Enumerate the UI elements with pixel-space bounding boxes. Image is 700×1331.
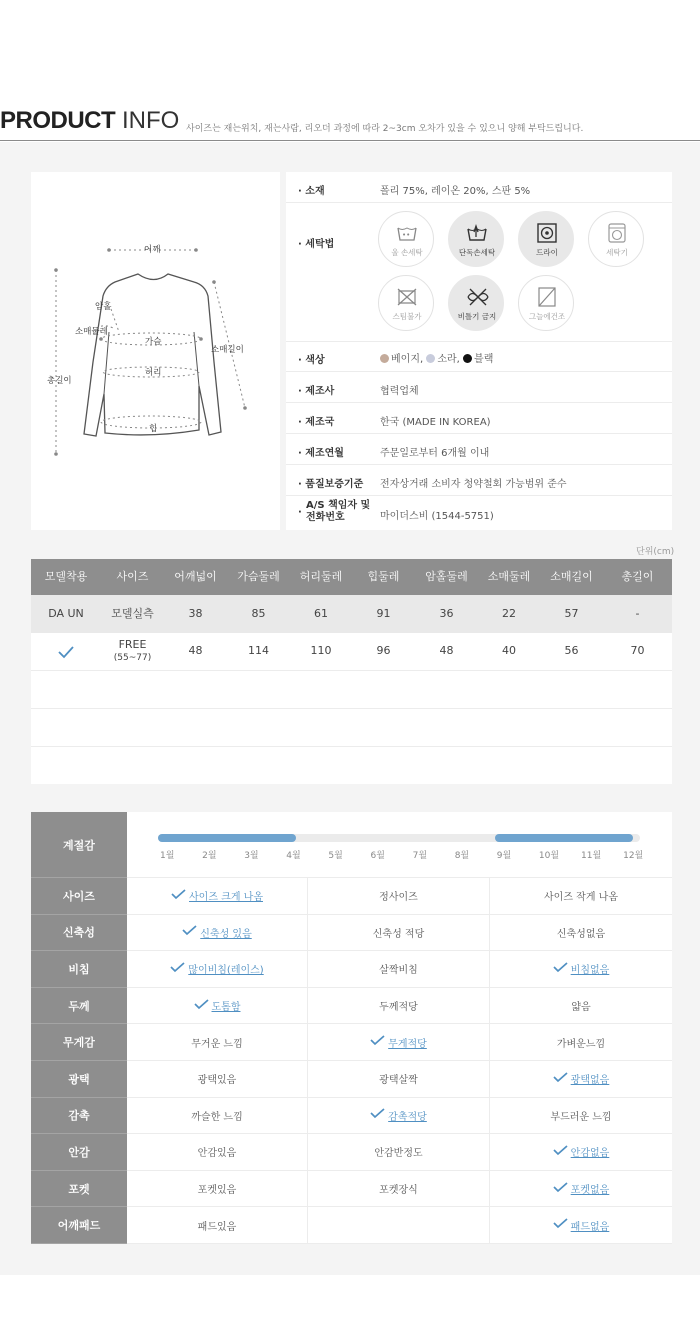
check-icon [31,633,101,670]
fit-option: 광택있음 [127,1061,308,1097]
wash-shade-dry-label: 그늘에건조 [528,312,566,321]
fit-row [127,1098,672,1135]
svg-text:••: •• [402,231,411,239]
hand-wash-icon [396,223,418,243]
size-model-cell: 61 [314,606,328,620]
size-free-value: 48 [439,644,454,658]
check-icon [182,925,197,939]
fit-label: 무게감 [31,1024,127,1061]
check-icon [553,1145,568,1159]
season-month: 9월 [496,851,512,861]
fit-option: 감촉적당 [308,1098,490,1134]
fit-option: 가벼운느낌 [556,1038,606,1050]
fit-label: 신축성 [31,915,127,952]
color-name: 블랙 [474,354,494,365]
size-free-cell: FREE (55~77) [113,638,152,664]
check-icon [171,889,186,903]
info-row-as [286,496,672,530]
size-table-empty-row [31,709,672,747]
check-icon [553,1218,568,1232]
color-name: 베이지, [391,354,427,365]
wash-no-steam [378,275,434,331]
size-notice: 사이즈는 재는위치, 재는사람, 리오더 과정에 따라 2~3cm 오차가 있을 수 있으니 양해 부탁드립니다. [186,124,584,134]
fit-row [127,1024,672,1061]
fit-table [31,812,672,1244]
size-header-cell: 총길이 [621,569,654,583]
size-header-cell: 힙둘레 [367,569,400,583]
wash-hand-separate-label: 단독손세탁 [458,248,496,257]
size-model-cell: 38 [188,606,203,620]
maker-value: 협력업체 [380,386,419,397]
size-header-cell: 사이즈 [116,569,149,583]
quality-label: · 품질보증기준 [298,479,364,490]
measurement-figure [31,172,280,530]
fit-option: 포켓없음 [490,1171,672,1207]
garment-diagram [31,172,280,530]
color-name: 소라, [437,354,464,365]
info-row-color [286,342,672,372]
size-model-cell: 36 [439,606,454,620]
fit-option: 안감반정도 [308,1134,490,1170]
wash-shade-dry [518,275,574,331]
dry-clean-icon [536,223,558,243]
date-label: · 제조연월 [298,448,344,459]
season-month: 5월 [328,851,343,861]
no-wring-icon [466,287,490,307]
fit-option: 무거운 느낌 [127,1024,308,1060]
size-table-model-row [31,595,672,633]
season-month: 11월 [581,851,602,861]
size-header-cell: 소매둘레 [487,569,531,583]
fit-option: 비침없음 [490,951,672,987]
fit-option: 두께적당 [308,988,490,1024]
product-info-panel [286,172,672,530]
info-row-maker [286,372,672,403]
size-model-cell: 57 [564,606,579,620]
fit-label: 어깨패드 [31,1207,127,1244]
size-table-header [31,559,672,595]
fit-option [308,1207,490,1243]
quality-value: 전자상거래 소비자 청약철회 가능범위 준수 [380,479,567,490]
season-month: 3월 [244,851,259,861]
wash-machine-label: 세탁기 [606,248,628,257]
label-waist: 허리 [145,368,162,378]
info-row-quality [286,465,672,496]
season-month: 8월 [454,851,470,861]
fit-option: 도톰함 [127,988,308,1024]
label-sleeve-circ: 소매둘레 [75,327,108,337]
season-month: 2월 [202,851,217,861]
check-icon [553,962,568,976]
size-model-cell: DA UN [48,606,84,620]
season-active-bar [495,834,633,842]
fit-option: 신축성 있음 [127,915,308,951]
size-free-value: 114 [248,644,269,658]
material-label: · 소재 [298,186,325,197]
label-shoulder: 어깨 [144,245,161,255]
fit-row [127,951,672,988]
fit-option: 안감있음 [127,1134,308,1170]
as-value: 마이더스비 (1544-5751) [380,511,494,522]
size-model-cell: 91 [376,606,391,620]
size-free-value: 70 [630,644,645,658]
title-info: INFO [122,107,180,134]
fit-row [127,1134,672,1171]
country-value: 한국 (MADE IN KOREA) [380,417,491,428]
fit-row [127,1061,672,1098]
size-header-cell: 모델착용 [44,569,88,583]
wash-dry-clean [518,211,574,267]
color-swatch [380,354,389,363]
season-month: 12월 [623,851,644,861]
check-icon [194,999,209,1013]
product-info-header [0,107,700,141]
fit-row [127,1171,672,1208]
check-icon [553,1072,568,1086]
label-armhole: 암홀 [95,302,112,312]
size-model-cell: 모델실측 [111,606,154,620]
info-row-washing [286,203,672,342]
fit-option: 사이즈 작게 나옴 [544,892,618,904]
date-value: 주문일로부터 6개월 이내 [380,448,490,459]
size-free-value: 56 [564,644,579,658]
fit-option: 패드있음 [127,1207,308,1243]
title-product: PRODUCT [0,107,116,134]
size-header-cell: 어깨넓이 [174,569,217,583]
material-value: 폴리 75%, 레이온 20%, 스판 5% [380,186,531,197]
size-model-cell: 22 [502,606,516,620]
hand-wash-separate-icon [466,223,488,243]
fit-label: 비침 [31,951,127,988]
fit-row [127,915,672,952]
size-model-cell: - [635,606,640,620]
fit-option: 무게적당 [308,1024,490,1060]
fit-label: 안감 [31,1134,127,1171]
fit-label: 포켓 [31,1171,127,1208]
wash-hand-wool-label: 울 손세탁 [391,248,423,257]
size-table-free-row [31,633,672,671]
fit-option: 살짝비침 [308,951,490,987]
size-header-cell: 가슴둘레 [237,569,280,583]
fit-label: 두께 [31,988,127,1025]
season-month: 7월 [412,851,428,861]
fit-option: 패드없음 [490,1207,672,1243]
fit-option: 광택살짝 [308,1061,490,1097]
fit-label: 사이즈 [31,878,127,915]
fit-option: 포켓장식 [308,1171,490,1207]
size-table-empty-row [31,747,672,784]
label-total-length: 총길이 [47,376,72,386]
check-icon [370,1035,385,1049]
wash-dry-clean-label: 드라이 [536,248,558,257]
fit-option: 정사이즈 [308,878,490,914]
season-row [127,812,672,878]
season-active-bar [158,834,296,842]
wash-hand-wool [378,211,434,267]
fit-option: 얇음 [571,1002,591,1014]
label-chest: 가슴 [145,337,162,347]
fit-row [127,1207,672,1244]
fit-option: 신축성없음 [556,928,606,940]
as-label: A/S 책임자 및 전화번호 [306,500,371,523]
fit-row [127,878,672,915]
size-header-cell: 허리둘레 [299,569,343,583]
size-table-empty-row [31,671,672,709]
season-month: 10월 [538,851,560,861]
label-sleeve-length: 소매길이 [211,345,244,355]
fit-option: 많이비침(레이스) [127,951,308,987]
size-free-value: 48 [188,644,203,658]
wash-no-wring [448,275,504,331]
check-icon [170,962,185,976]
color-swatch [426,354,435,363]
season-label: 계절감 [31,812,127,878]
check-icon [553,1182,568,1196]
size-unit: 단위(cm) [636,547,675,557]
shade-dry-icon [536,287,558,307]
color-swatch [463,354,472,363]
color-options [380,350,493,365]
season-month: 1월 [160,851,175,861]
as-bullet: · [298,507,302,518]
washing-machine-icon [606,223,628,243]
size-header-cell: 암홀둘레 [425,569,468,583]
fit-option: 포켓있음 [127,1171,308,1207]
fit-option: 사이즈 크게 나옴 [127,878,308,914]
fit-option: 까슬한 느낌 [127,1098,308,1134]
maker-label: · 제조사 [298,386,335,397]
size-free-value: 110 [310,644,332,658]
country-label: · 제조국 [298,417,335,428]
size-free-value: 96 [376,644,391,658]
fit-row [127,988,672,1025]
wash-no-wring-label: 비틀기 금지 [457,312,497,321]
season-month: 4월 [286,851,301,861]
wash-machine [588,211,644,267]
color-label: · 색상 [298,355,325,366]
fit-option: 부드러운 느낌 [550,1111,612,1123]
wash-hand-separate [448,211,504,267]
size-model-cell: 85 [251,606,266,620]
label-hip: 힙 [149,424,158,434]
wash-no-steam-label: 스팀불가 [392,312,422,321]
fit-option: 안감없음 [490,1134,672,1170]
size-free-value: 40 [502,644,516,658]
washing-label: · 세탁법 [298,239,335,250]
fit-option: 광택없음 [490,1061,672,1097]
fit-label: 감촉 [31,1098,127,1135]
season-month: 6월 [370,851,385,861]
no-steam-icon [396,287,418,307]
info-row-date [286,434,672,465]
fit-label: 광택 [31,1061,127,1098]
info-row-country [286,403,672,434]
size-header-cell: 소매길이 [550,569,593,583]
fit-option: 신축성 적당 [308,915,490,951]
check-icon [370,1108,385,1122]
info-row-material [286,172,672,203]
